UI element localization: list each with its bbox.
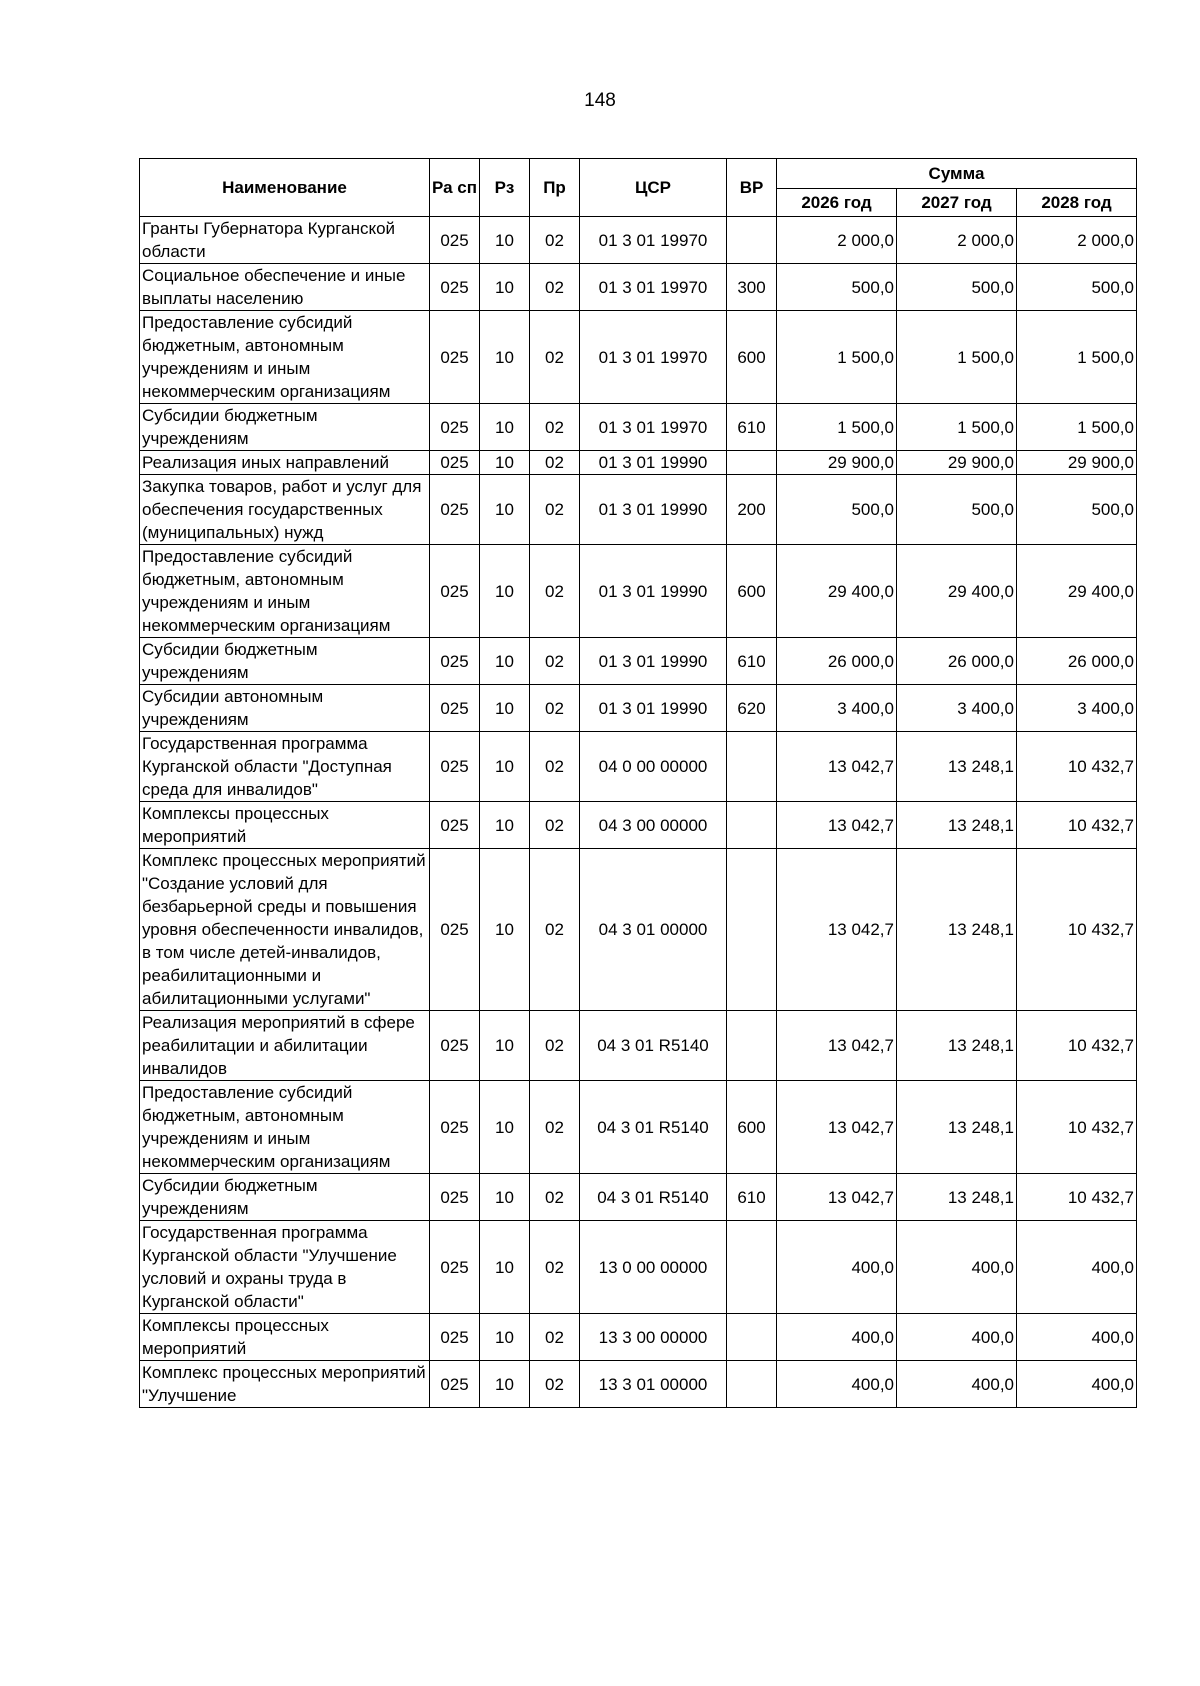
table-row bbox=[140, 1361, 1137, 1408]
cell-y2027: 3 400,0 bbox=[897, 685, 1017, 732]
cell-rz: 10 bbox=[480, 802, 530, 849]
table-row bbox=[140, 404, 1137, 451]
cell-vr: 600 bbox=[727, 311, 777, 404]
cell-name: Субсидии бюджетным учреждениям bbox=[140, 1174, 430, 1221]
cell-name: Государственная программа Курганской области "Улучшение условий и охраны труда в Курганской области" bbox=[140, 1221, 430, 1314]
cell-y2027: 2 000,0 bbox=[897, 217, 1017, 264]
cell-rasp: 025 bbox=[430, 1314, 480, 1361]
cell-name: Закупка товаров, работ и услуг для обеспечения государственных (муниципальных) нужд bbox=[140, 475, 430, 545]
cell-vr: 300 bbox=[727, 264, 777, 311]
cell-pr: 02 bbox=[530, 217, 580, 264]
cell-y2027: 400,0 bbox=[897, 1314, 1017, 1361]
cell-y2026: 500,0 bbox=[777, 264, 897, 311]
cell-rz: 10 bbox=[480, 1174, 530, 1221]
cell-csr: 04 3 00 00000 bbox=[580, 802, 727, 849]
header-pr: Пр bbox=[530, 159, 580, 217]
table-row bbox=[140, 217, 1137, 264]
cell-y2026: 400,0 bbox=[777, 1361, 897, 1408]
cell-rz: 10 bbox=[480, 264, 530, 311]
cell-y2028: 29 900,0 bbox=[1017, 451, 1137, 475]
cell-rz: 10 bbox=[480, 1011, 530, 1081]
cell-y2027: 29 400,0 bbox=[897, 545, 1017, 638]
cell-name: Комплекс процессных мероприятий "Улучшение bbox=[140, 1361, 430, 1408]
cell-rasp: 025 bbox=[430, 545, 480, 638]
cell-csr: 13 0 00 00000 bbox=[580, 1221, 727, 1314]
cell-vr bbox=[727, 217, 777, 264]
cell-rz: 10 bbox=[480, 685, 530, 732]
cell-y2027: 26 000,0 bbox=[897, 638, 1017, 685]
cell-rz: 10 bbox=[480, 475, 530, 545]
cell-pr: 02 bbox=[530, 545, 580, 638]
table-body bbox=[140, 217, 1137, 1408]
cell-vr: 610 bbox=[727, 638, 777, 685]
cell-csr: 04 0 00 00000 bbox=[580, 732, 727, 802]
cell-pr: 02 bbox=[530, 475, 580, 545]
cell-y2026: 1 500,0 bbox=[777, 404, 897, 451]
cell-csr: 13 3 01 00000 bbox=[580, 1361, 727, 1408]
cell-rasp: 025 bbox=[430, 1011, 480, 1081]
cell-y2027: 400,0 bbox=[897, 1221, 1017, 1314]
cell-name: Предоставление субсидий бюджетным, автономным учреждениям и иным некоммерческим организациям bbox=[140, 1081, 430, 1174]
cell-vr bbox=[727, 1361, 777, 1408]
cell-y2027: 13 248,1 bbox=[897, 849, 1017, 1011]
cell-y2027: 13 248,1 bbox=[897, 1011, 1017, 1081]
cell-rz: 10 bbox=[480, 638, 530, 685]
cell-y2028: 10 432,7 bbox=[1017, 1081, 1137, 1174]
cell-pr: 02 bbox=[530, 311, 580, 404]
cell-pr: 02 bbox=[530, 1314, 580, 1361]
cell-vr: 620 bbox=[727, 685, 777, 732]
cell-pr: 02 bbox=[530, 1011, 580, 1081]
cell-rasp: 025 bbox=[430, 217, 480, 264]
header-csr: ЦСР bbox=[580, 159, 727, 217]
table-row bbox=[140, 1011, 1137, 1081]
table-row bbox=[140, 1174, 1137, 1221]
cell-pr: 02 bbox=[530, 451, 580, 475]
cell-y2026: 400,0 bbox=[777, 1314, 897, 1361]
cell-rz: 10 bbox=[480, 1081, 530, 1174]
cell-rasp: 025 bbox=[430, 732, 480, 802]
cell-y2028: 400,0 bbox=[1017, 1221, 1137, 1314]
cell-name: Гранты Губернатора Курганской области bbox=[140, 217, 430, 264]
table-row bbox=[140, 451, 1137, 475]
cell-csr: 04 3 01 R5140 bbox=[580, 1081, 727, 1174]
cell-name: Субсидии бюджетным учреждениям bbox=[140, 404, 430, 451]
table-row bbox=[140, 802, 1137, 849]
cell-rasp: 025 bbox=[430, 1221, 480, 1314]
cell-vr: 200 bbox=[727, 475, 777, 545]
table-row bbox=[140, 1081, 1137, 1174]
cell-rasp: 025 bbox=[430, 264, 480, 311]
cell-rasp: 025 bbox=[430, 638, 480, 685]
cell-rasp: 025 bbox=[430, 1361, 480, 1408]
cell-rasp: 025 bbox=[430, 1081, 480, 1174]
cell-y2026: 29 400,0 bbox=[777, 545, 897, 638]
cell-y2028: 10 432,7 bbox=[1017, 849, 1137, 1011]
header-year-2026: 2026 год bbox=[777, 189, 897, 217]
header-year-2028: 2028 год bbox=[1017, 189, 1137, 217]
cell-pr: 02 bbox=[530, 1361, 580, 1408]
cell-vr bbox=[727, 451, 777, 475]
cell-csr: 01 3 01 19970 bbox=[580, 311, 727, 404]
table-row bbox=[140, 264, 1137, 311]
header-sum: Сумма bbox=[777, 159, 1137, 189]
cell-vr: 600 bbox=[727, 545, 777, 638]
cell-pr: 02 bbox=[530, 802, 580, 849]
cell-name: Предоставление субсидий бюджетным, автономным учреждениям и иным некоммерческим организациям bbox=[140, 545, 430, 638]
table-row bbox=[140, 1221, 1137, 1314]
cell-y2026: 13 042,7 bbox=[777, 802, 897, 849]
header-rz: Рз bbox=[480, 159, 530, 217]
cell-y2027: 500,0 bbox=[897, 475, 1017, 545]
cell-name: Предоставление субсидий бюджетным, автономным учреждениям и иным некоммерческим организациям bbox=[140, 311, 430, 404]
cell-y2027: 500,0 bbox=[897, 264, 1017, 311]
cell-csr: 01 3 01 19970 bbox=[580, 217, 727, 264]
table-row bbox=[140, 545, 1137, 638]
cell-name: Комплекс процессных мероприятий "Создание условий для безбарьерной среды и повышения уровня обеспеченности инвалидов, в том числе детей-инвалидов, реабилитационными и абилитационными услугами" bbox=[140, 849, 430, 1011]
cell-pr: 02 bbox=[530, 1081, 580, 1174]
cell-pr: 02 bbox=[530, 638, 580, 685]
cell-pr: 02 bbox=[530, 1174, 580, 1221]
cell-rz: 10 bbox=[480, 1221, 530, 1314]
cell-y2028: 10 432,7 bbox=[1017, 1011, 1137, 1081]
table-row bbox=[140, 732, 1137, 802]
cell-name: Субсидии автономным учреждениям bbox=[140, 685, 430, 732]
cell-pr: 02 bbox=[530, 849, 580, 1011]
cell-y2028: 10 432,7 bbox=[1017, 732, 1137, 802]
cell-y2026: 2 000,0 bbox=[777, 217, 897, 264]
cell-rasp: 025 bbox=[430, 802, 480, 849]
header-name: Наименование bbox=[140, 159, 430, 217]
cell-rasp: 025 bbox=[430, 451, 480, 475]
cell-y2027: 1 500,0 bbox=[897, 404, 1017, 451]
cell-pr: 02 bbox=[530, 264, 580, 311]
cell-y2026: 500,0 bbox=[777, 475, 897, 545]
cell-y2026: 13 042,7 bbox=[777, 1011, 897, 1081]
cell-y2027: 400,0 bbox=[897, 1361, 1017, 1408]
cell-y2027: 13 248,1 bbox=[897, 802, 1017, 849]
cell-rz: 10 bbox=[480, 404, 530, 451]
cell-csr: 01 3 01 19970 bbox=[580, 264, 727, 311]
cell-y2026: 3 400,0 bbox=[777, 685, 897, 732]
cell-vr: 610 bbox=[727, 1174, 777, 1221]
cell-y2028: 2 000,0 bbox=[1017, 217, 1137, 264]
cell-csr: 04 3 01 00000 bbox=[580, 849, 727, 1011]
cell-name: Комплексы процессных мероприятий bbox=[140, 1314, 430, 1361]
cell-rasp: 025 bbox=[430, 311, 480, 404]
cell-y2026: 13 042,7 bbox=[777, 849, 897, 1011]
cell-rasp: 025 bbox=[430, 849, 480, 1011]
table-row bbox=[140, 849, 1137, 1011]
cell-y2028: 10 432,7 bbox=[1017, 1174, 1137, 1221]
cell-y2026: 13 042,7 bbox=[777, 1174, 897, 1221]
cell-csr: 01 3 01 19970 bbox=[580, 404, 727, 451]
cell-y2026: 13 042,7 bbox=[777, 1081, 897, 1174]
cell-vr bbox=[727, 1221, 777, 1314]
cell-y2028: 3 400,0 bbox=[1017, 685, 1137, 732]
header-rasp: Ра сп bbox=[430, 159, 480, 217]
cell-y2026: 1 500,0 bbox=[777, 311, 897, 404]
table-row bbox=[140, 685, 1137, 732]
cell-name: Реализация мероприятий в сфере реабилитации и абилитации инвалидов bbox=[140, 1011, 430, 1081]
cell-rasp: 025 bbox=[430, 685, 480, 732]
cell-vr bbox=[727, 732, 777, 802]
cell-csr: 01 3 01 19990 bbox=[580, 451, 727, 475]
cell-name: Комплексы процессных мероприятий bbox=[140, 802, 430, 849]
cell-vr: 610 bbox=[727, 404, 777, 451]
cell-pr: 02 bbox=[530, 404, 580, 451]
cell-csr: 01 3 01 19990 bbox=[580, 685, 727, 732]
cell-rz: 10 bbox=[480, 451, 530, 475]
cell-y2028: 10 432,7 bbox=[1017, 802, 1137, 849]
cell-vr: 600 bbox=[727, 1081, 777, 1174]
page-number: 148 bbox=[584, 90, 616, 111]
cell-vr bbox=[727, 1314, 777, 1361]
cell-csr: 04 3 01 R5140 bbox=[580, 1011, 727, 1081]
cell-y2027: 13 248,1 bbox=[897, 732, 1017, 802]
cell-y2028: 500,0 bbox=[1017, 475, 1137, 545]
cell-pr: 02 bbox=[530, 685, 580, 732]
cell-vr bbox=[727, 1011, 777, 1081]
table-row bbox=[140, 1314, 1137, 1361]
cell-y2027: 29 900,0 bbox=[897, 451, 1017, 475]
cell-y2026: 29 900,0 bbox=[777, 451, 897, 475]
cell-csr: 01 3 01 19990 bbox=[580, 475, 727, 545]
cell-rasp: 025 bbox=[430, 475, 480, 545]
cell-y2028: 26 000,0 bbox=[1017, 638, 1137, 685]
budget-table bbox=[139, 158, 1137, 1408]
cell-csr: 01 3 01 19990 bbox=[580, 638, 727, 685]
cell-y2027: 13 248,1 bbox=[897, 1081, 1017, 1174]
cell-pr: 02 bbox=[530, 1221, 580, 1314]
cell-y2028: 500,0 bbox=[1017, 264, 1137, 311]
cell-y2027: 1 500,0 bbox=[897, 311, 1017, 404]
cell-y2027: 13 248,1 bbox=[897, 1174, 1017, 1221]
cell-y2026: 26 000,0 bbox=[777, 638, 897, 685]
table-row bbox=[140, 638, 1137, 685]
cell-name: Государственная программа Курганской области "Доступная среда для инвалидов" bbox=[140, 732, 430, 802]
cell-rz: 10 bbox=[480, 217, 530, 264]
cell-y2028: 1 500,0 bbox=[1017, 404, 1137, 451]
cell-csr: 13 3 00 00000 bbox=[580, 1314, 727, 1361]
table-row bbox=[140, 475, 1137, 545]
table-row bbox=[140, 311, 1137, 404]
cell-vr bbox=[727, 802, 777, 849]
cell-y2028: 29 400,0 bbox=[1017, 545, 1137, 638]
cell-vr bbox=[727, 849, 777, 1011]
cell-y2028: 400,0 bbox=[1017, 1314, 1137, 1361]
cell-rz: 10 bbox=[480, 1361, 530, 1408]
cell-csr: 04 3 01 R5140 bbox=[580, 1174, 727, 1221]
cell-rasp: 025 bbox=[430, 404, 480, 451]
cell-rz: 10 bbox=[480, 1314, 530, 1361]
cell-y2026: 400,0 bbox=[777, 1221, 897, 1314]
cell-csr: 01 3 01 19990 bbox=[580, 545, 727, 638]
cell-name: Реализация иных направлений bbox=[140, 451, 430, 475]
cell-rasp: 025 bbox=[430, 1174, 480, 1221]
header-year-2027: 2027 год bbox=[897, 189, 1017, 217]
cell-pr: 02 bbox=[530, 732, 580, 802]
cell-name: Социальное обеспечение и иные выплаты населению bbox=[140, 264, 430, 311]
cell-rz: 10 bbox=[480, 732, 530, 802]
cell-rz: 10 bbox=[480, 849, 530, 1011]
cell-y2028: 400,0 bbox=[1017, 1361, 1137, 1408]
cell-rz: 10 bbox=[480, 545, 530, 638]
cell-name: Субсидии бюджетным учреждениям bbox=[140, 638, 430, 685]
cell-y2026: 13 042,7 bbox=[777, 732, 897, 802]
cell-y2028: 1 500,0 bbox=[1017, 311, 1137, 404]
cell-rz: 10 bbox=[480, 311, 530, 404]
header-vr: ВР bbox=[727, 159, 777, 217]
